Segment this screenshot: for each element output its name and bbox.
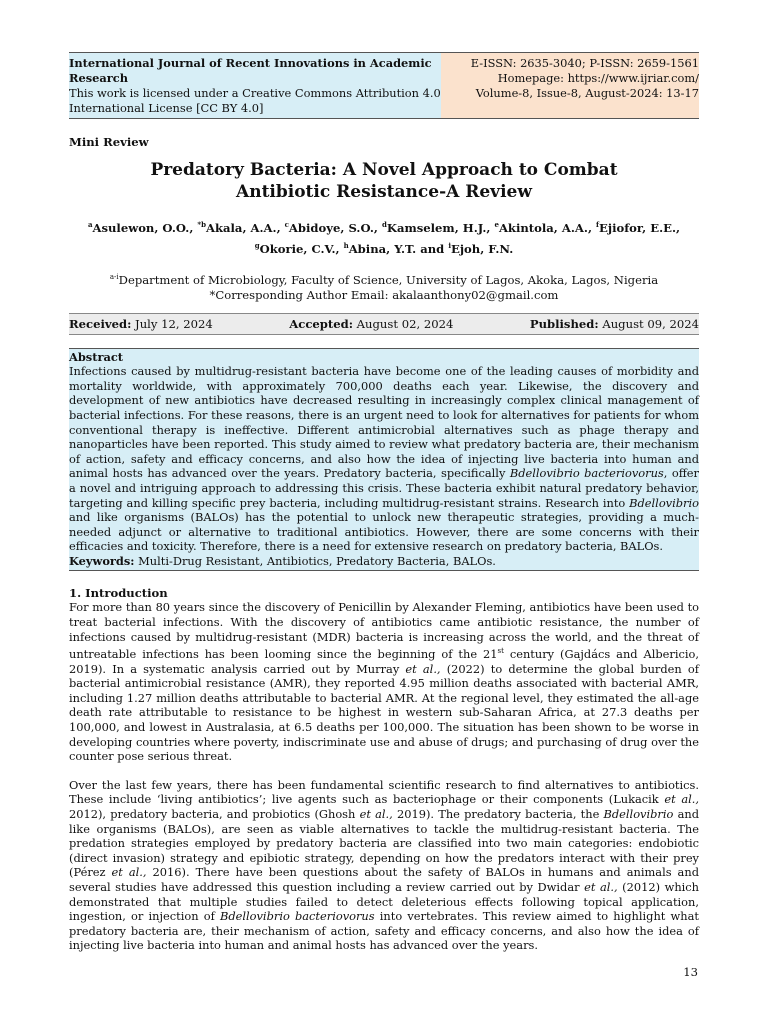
abstract-italic: Bdellovibrio bacteriovorus [509, 466, 664, 481]
author-sup: c [284, 220, 289, 229]
para-italic: et al., [359, 807, 393, 821]
para-italic: et al., [664, 792, 699, 807]
issn: E-ISSN: 2635-3040; P-ISSN: 2659-1561 [470, 56, 699, 70]
volume-info: Volume-8, Issue-8, August-2024: 13-17 [475, 86, 699, 100]
para-italic: et al., [111, 865, 147, 880]
published-label: Published: [529, 316, 599, 331]
para-text: 2019). The predatory bacteria, the [392, 807, 604, 821]
abstract-text-part: and like organisms (BALOs) has the potential to unlock new therapeutic strategies, providing a much-needed adjunct or alternative to traditional antibiotics. However, there are some concerns with their efficacies and toxicity. Therefore, there is a need for extensive research on predatory bacteria, BALOs. [69, 510, 699, 554]
author-name: Kamselem, H.J., [386, 220, 495, 235]
para-text: into vertebrates. This review aimed to highlight what predatory bacteria are, their mechanism of action, safety and efficacy concerns, and also how the idea of injecting live bacteria into human and animal hosts has advanced over the years. [69, 909, 699, 953]
journal-header-left [69, 53, 441, 118]
affiliation [69, 270, 699, 303]
journal-header [69, 52, 699, 119]
author-line-2 [69, 237, 699, 258]
author-sup: d [381, 220, 387, 229]
author-name: Ejiofor, E.E., [599, 220, 681, 235]
author-sup: a [87, 220, 93, 229]
abstract-heading: Abstract [69, 349, 124, 364]
published-date [530, 317, 699, 331]
affiliation-sup: a-i [109, 272, 119, 281]
author-line-1 [69, 216, 699, 237]
abstract-text [69, 364, 699, 554]
author-name: Akintola, A.A., [498, 220, 597, 235]
para-italic: et al., [405, 661, 441, 676]
intro-paragraph-1 [69, 600, 699, 763]
page-content [69, 52, 699, 953]
article-type: Mini Review [69, 135, 149, 149]
page-number: 13 [683, 965, 698, 979]
para-text: For more than 80 years since the discovery of Penicillin by Alexander Fleming, antibiotics have been used to treat bacterial infections. With the discovery of antibiotics came antibiotic resistance, the number of infections caused by multidrug-resistant (MDR) bacteria is increasing across the world, and the threat of untreatable infections has been looming since the beginning of the 21 [69, 600, 699, 662]
para-italic: Bdellovibrio [603, 807, 674, 821]
author-name: Akala, A.A., [205, 220, 285, 235]
author-name: Abina, Y.T. and [348, 241, 449, 256]
para-text: Over the last few years, there has been fundamental scientific research to find alternatives to antibiotics. These include ‘living antibiotics’; live agents such as bacteriophage or their components (Lukacik [69, 777, 699, 807]
received-label: Received: [69, 316, 132, 331]
department-text: Department of Microbiology, Faculty of Science, University of Lagos, Akoka, Lagos, Nigeria [118, 272, 659, 287]
author-sup: i [448, 240, 451, 250]
accepted-date [289, 317, 453, 331]
abstract-italic: Bdellovibrio [629, 495, 699, 510]
abstract-box [69, 348, 699, 572]
author-sup: h [343, 240, 349, 250]
para-text: and like organisms (BALOs), are seen as viable alternatives to tackle the multidrug-resistant bacteria. The predation strategies employed by predatory bacteria are classified into two main categories: endobiotic (direct invasion) strategy and epibiotic strategy, depending on how the predators interact with their prey (Pérez [69, 807, 700, 880]
author-sup: *b [197, 220, 206, 229]
article-title [69, 159, 699, 203]
intro-paragraph-2 [69, 778, 699, 953]
para-text: (2012) which demonstrated that multiple studies failed to detect deleterious effects following topical application, ingestion, or injection of [69, 879, 700, 924]
corresponding-author: *Corresponding Author Email: akalaanthony02@gmail.com [209, 287, 559, 302]
author-name: Abidoye, S.O., [288, 220, 382, 235]
author-name: Ejoh, F.N. [451, 241, 514, 256]
received-date [69, 317, 213, 331]
license-text: This work is licensed under a Creative Commons Attribution 4.0 International License [CC BY 4.0] [69, 86, 441, 115]
article-title-text: Predatory Bacteria: A Novel Approach to Combat Antibiotic Resistance-A Review [150, 160, 618, 202]
ordinal-sup: st [497, 647, 504, 656]
author-sup: f [596, 220, 600, 229]
dates-bar [69, 313, 699, 335]
affiliation-department [69, 270, 699, 288]
accepted-label: Accepted: [289, 316, 353, 331]
abstract-text-part: Infections caused by multidrug-resistant bacteria have become one of the leading causes of morbidity and mortality worldwide, with approximately 700,000 deaths each year. Likewise, the discovery and development of new antibiotics have decreased resulting in increasingly complex clinical management of bacterial infections. For these reasons, there is an urgent need to look for alternatives for patients for whom conventional therapy is ineffective. Different antimicrobial alternatives such as phage therapy and nanoparticles have been reported. This study aimed to review what predatory bacteria are, their mechanism of action, safety and efficacy concerns, and also how the idea of injecting live bacteria into human and animal hosts has advanced over the years. Predatory bacteria, specifically [69, 364, 699, 481]
author-list [69, 216, 699, 258]
section-heading: 1. Introduction [69, 586, 168, 601]
homepage-link[interactable]: Homepage: https://www.ijriar.com/ [497, 71, 699, 85]
abstract-text-part: , offer a novel and intriguing approach to addressing this crisis. These bacteria exhibit natural predatory behavior, targeting and killing specific prey bacteria, including multidrug-resistant strains. Research into [69, 466, 699, 510]
para-italic: Bdellovibrio bacteriovorus [219, 909, 375, 924]
author-sup: e [494, 220, 499, 229]
para-text: (2022) to determine the global burden of bacterial antimicrobial resistance (AMR), they reported 4.95 million deaths associated with bacterial AMR, including 1.27 million deaths attributable to bacterial AMR. At the regional level, they estimated the all-age death rate attributable to resistance to be highest in western sub-Saharan Africa, at 27.3 deaths per 100,000, and lowest in Australasia, at 6.5 deaths per 100,000. The situation has been shown to be worse in developing countries where poverty, indiscriminate use and abuse of drugs; and purchasing of drug over the counter pose serious threat. [69, 661, 699, 764]
keywords [69, 554, 699, 569]
author-name: Okorie, C.V., [259, 241, 344, 256]
journal-name: International Journal of Recent Innovations in Academic Research [69, 56, 432, 85]
author-name: Asulewon, O.O., [92, 220, 198, 235]
para-text: 2016). There have been questions about the safety of BALOs in humans and animals and several studies have addressed this question including a review carried out by Dwidar [69, 865, 699, 894]
para-text: 2012), predatory bacteria, and probiotics (Ghosh [69, 807, 360, 821]
received-value: July 12, 2024 [131, 316, 213, 331]
keywords-list: Multi-Drug Resistant, Antibiotics, Predatory Bacteria, BALOs. [134, 553, 496, 568]
para-italic: et al., [584, 879, 618, 894]
journal-header-right [441, 53, 699, 118]
para-text: century (Gajdács and Albericio, 2019). In a systematic analysis carried out by Murray [69, 647, 699, 676]
published-value: August 09, 2024 [598, 316, 699, 331]
accepted-value: August 02, 2024 [352, 316, 454, 331]
keywords-label: Keywords: [69, 553, 135, 568]
author-sup: g [254, 240, 260, 250]
